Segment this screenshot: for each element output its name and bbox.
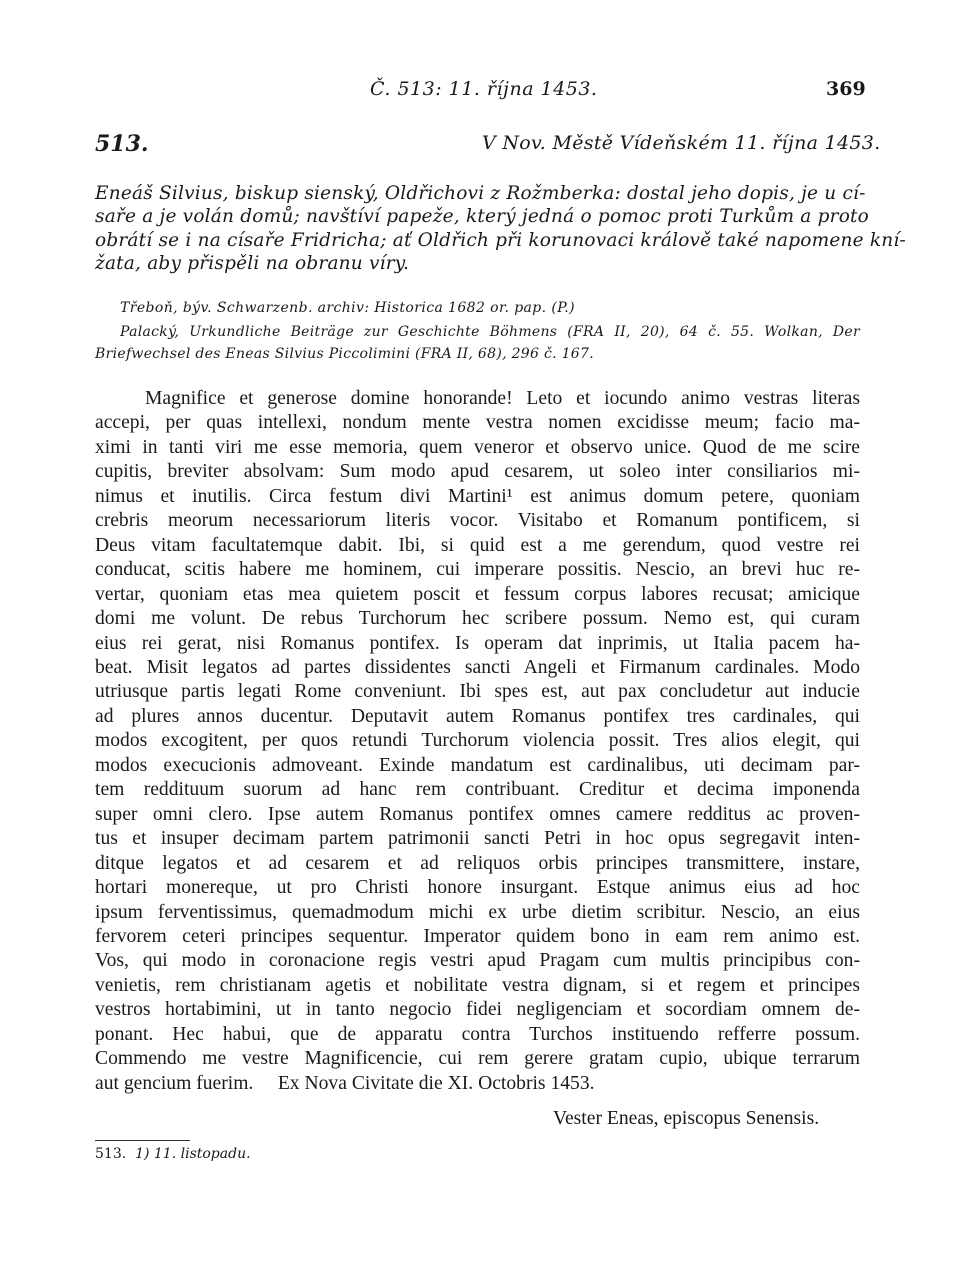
footnote-text: 1) 11. listopadu. <box>135 1146 251 1162</box>
body-line: fervorem ceteri principes sequentur. Imperator quidem bono in eam rem animo est. <box>95 925 860 947</box>
body-line: tus et insuper decimam partem patrimonii sancti Petri in hoc opus segregavit inten- <box>95 828 860 850</box>
literature-references <box>95 322 860 365</box>
document-number: 513. <box>95 131 149 157</box>
literature-line: Briefwechsel des Eneas Silvius Piccolimini (FRA II, 68), 296 č. 167. <box>95 345 594 362</box>
regest-summary <box>95 182 906 276</box>
regest-line: žata, aby přispěli na obranu víry. <box>95 253 410 275</box>
body-line: eius rei gerat, nisi Romanus pontifex. Is operam dat inprimis, ut Italia pacem ha- <box>95 632 860 654</box>
page-number: 369 <box>826 78 866 100</box>
body-line: vertar, quoniam etas mea quietem poscit et fessum corpus labores recusat; amicique <box>95 583 860 605</box>
footnote <box>95 1146 251 1162</box>
body-line: nimus et inutilis. Circa festum divi Martini¹ est animus domum petere, quoniam <box>95 485 860 507</box>
body-line: ximi in tanti viri me esse memoria, quem veneror et observo unice. Quod de me scire <box>95 436 860 458</box>
body-line: conducat, scitis habere me hominem, cui imperare possitis. Nescio, an brevi huc re- <box>95 559 860 581</box>
body-line: vestros hortabimini, ut in tanto negocio fidei negligenciam et socordiam omnem de- <box>95 999 860 1021</box>
place-and-date: V Nov. Městě Vídeňském 11. října 1453. <box>482 132 881 154</box>
literature-line: Palacký, Urkundliche Beiträge zur Geschichte Böhmens (FRA II, 20), 64 č. 55. Wolkan, Der <box>120 324 860 340</box>
body-line: utriusque partis legati Rome conveniunt. Ibi spes est, aut pax concludetur aut inducie <box>95 681 860 703</box>
body-line: ipsum ferventissimus, quemadmodum michi ex urbe dietim scribitur. Nescio, an eius <box>95 901 860 923</box>
body-line: Magnifice et generose domine honorande! Leto et iocundo animo vestras literas <box>145 388 860 409</box>
body-line: crebris meorum necessariorum literis vocor. Visitabo et Romanum pontificem, si <box>95 510 860 532</box>
footnote-number: 513. <box>95 1146 127 1162</box>
body-line: Commendo me vestre Magnificencie, cui rem gerere gratam cupio, ubique terrarum <box>95 1048 860 1070</box>
signature: Vester Eneas, episcopus Senensis. <box>553 1108 820 1129</box>
body-line: venietis, rem christianam agetis et nobilitate vestra dignam, si et regem et principes <box>95 974 860 996</box>
body-line: ad plures annos ducentur. Deputavit autem Romanus pontifex tres cardinales, qui <box>95 705 860 727</box>
body-line: modos excogitent, per quos retundi Turchorum violencia possit. Tres alios elegit, qui <box>95 730 860 752</box>
body-line: aut gencium fuerim. Ex Nova Civitate die XI. Octobris 1453. <box>95 1072 595 1094</box>
body-line: ditque legatos et ad cesarem et ad reliquos orbis principes transmittere, instare, <box>95 852 860 874</box>
body-line: ponant. Hec habui, que de apparatu contra Turchos instituendo refferre possum. <box>95 1023 860 1045</box>
body-line: Vos, qui modo in coronacione regis vestri apud Pragam cum multis principibus con- <box>95 950 860 972</box>
regest-line: saře a je volán domů; navštíví papeže, který jedná o pomoc proti Turkům a proto <box>95 206 870 228</box>
body-line: accepi, per quas intellexi, nondum mente vestra nomen excidisse meum; facio ma- <box>95 412 860 434</box>
body-line: tem reddituum suorum ad hanc rem contribuant. Creditur et decima imponenda <box>95 779 860 801</box>
archival-source: Třeboň, býv. Schwarzenb. archiv: Historica 1682 or. pap. (P.) <box>120 300 575 316</box>
regest-line: Eneáš Silvius, biskup sienský, Oldřichovi z Rožmberka: dostal jeho dopis, je u cí- <box>95 183 866 204</box>
body-line: Deus vitam facultatemque dabit. Ibi, si quid est a me gerendum, quod vestre rei <box>95 534 860 556</box>
running-head: Č. 513: 11. října 1453. <box>370 78 598 100</box>
body-line: domi me volunt. De rebus Turchorum hec scribere possum. Nemo est, qui curam <box>95 608 860 630</box>
letter-body <box>95 387 860 1096</box>
body-line: cupitis, breviter absolvam: Sum modo apud cesarem, ut soleo inter consiliarios mi- <box>95 461 860 483</box>
body-line: modos execucionis admoveant. Exinde mandatum est cardinalibus, uti decimam par- <box>95 754 860 776</box>
footnote-divider <box>95 1140 190 1141</box>
body-line: hortari monereque, ut pro Christi honore insurgant. Estque animus eius ad hoc <box>95 877 860 899</box>
regest-line: obrátí se i na císaře Fridricha; ať Oldřich při korunovaci králově také napomene kní- <box>95 229 906 251</box>
body-line: super omni clero. Ipse autem Romanus pontifex omnes camere redditus ac proven- <box>95 803 860 825</box>
body-line: beat. Misit legatos ad partes dissidentes sancti Angeli et Firmanum cardinales. Modo <box>95 656 860 678</box>
